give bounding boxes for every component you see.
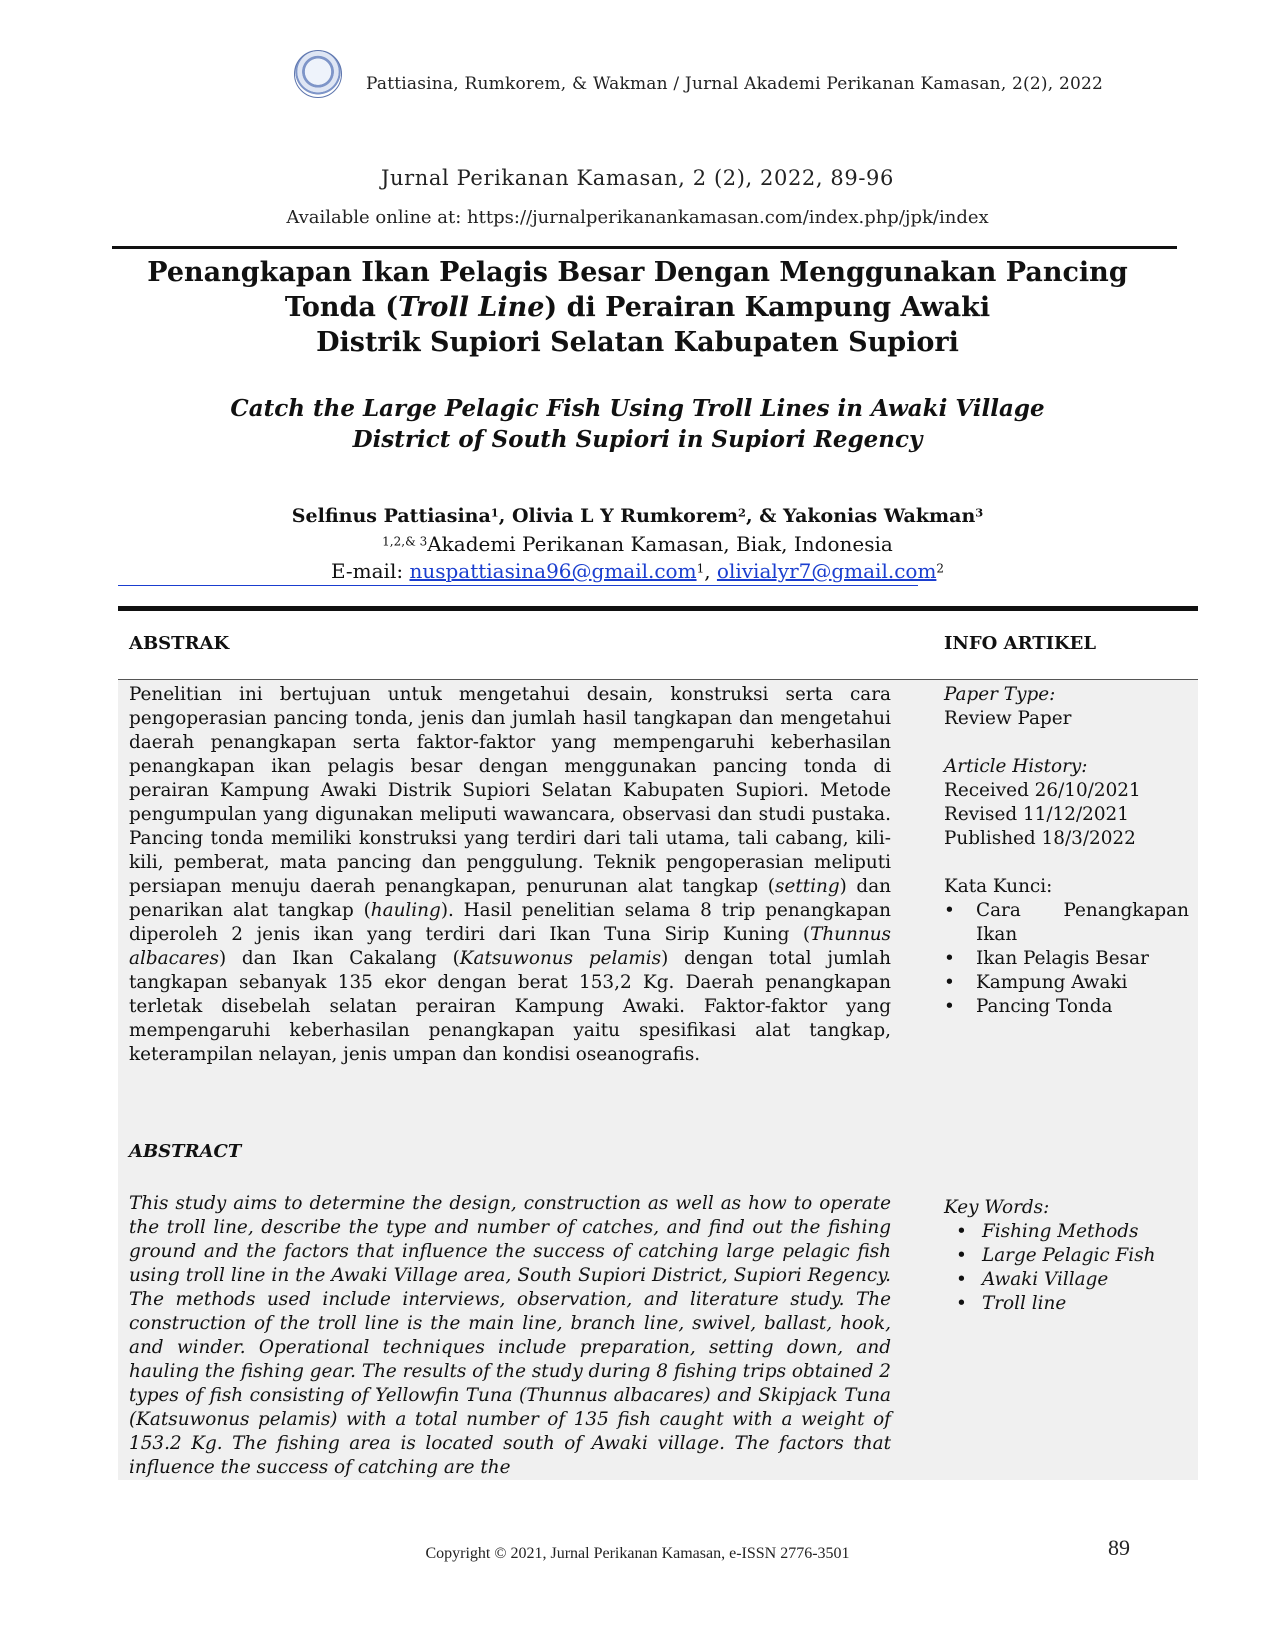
- email-link-2[interactable]: olivialyr7@gmail.com: [716, 559, 937, 583]
- info-panel-rule: [918, 679, 1198, 680]
- main-rule: [118, 606, 1198, 611]
- kata-kunci-label: Kata Kunci:: [944, 876, 1053, 897]
- author-3-sup: 3: [975, 505, 984, 520]
- list-item: • Large Pelagic Fish: [944, 1244, 1189, 1268]
- email-label: E-mail:: [330, 559, 410, 583]
- author-1-sup: 1: [490, 505, 499, 520]
- email-1-sup: 1: [696, 561, 705, 576]
- title-english: [100, 393, 1175, 455]
- key-words-label: Key Words:: [944, 1197, 1050, 1218]
- running-head: Pattiasina, Rumkorem, & Wakman / Jurnal Akademi Perikanan Kamasan, 2(2), 2022: [366, 74, 1104, 94]
- journal-logo: [294, 50, 342, 98]
- article-info: [944, 683, 1189, 1019]
- spacer: [944, 731, 1189, 755]
- abstract-panel-rule: [118, 679, 918, 680]
- email-separator: ,: [704, 559, 717, 583]
- affiliation-text: Akademi Perikanan Kamasan, Biak, Indonesia: [427, 532, 893, 556]
- list-item: • Awaki Village: [944, 1268, 1189, 1292]
- email-2-sup: 2: [936, 561, 945, 576]
- list-item: • Fishing Methods: [944, 1220, 1189, 1244]
- abstrak-text: [129, 683, 891, 1067]
- author-1: Selfinus Pattiasina: [291, 505, 491, 527]
- key-words: [944, 1196, 1189, 1316]
- journal-citation: Jurnal Perikanan Kamasan, 2 (2), 2022, 89-96: [381, 166, 894, 190]
- kata-kunci-list: [944, 899, 1189, 1019]
- spacer: [944, 851, 1189, 875]
- author-2-sup: 2: [738, 505, 746, 520]
- published-date: Published 18/3/2022: [944, 828, 1136, 849]
- list-item: • Kampung Awaki: [944, 971, 1189, 995]
- info-artikel-heading: INFO ARTIKEL: [944, 633, 1097, 654]
- list-item: • Ikan Pelagis Besar: [944, 947, 1189, 971]
- revised-date: Revised 11/12/2021: [944, 804, 1129, 825]
- abstrak-text-d: ) dan Ikan Cakalang (: [218, 948, 460, 969]
- title-indonesian: [100, 255, 1175, 360]
- abstrak-term-setting: setting: [775, 876, 840, 897]
- abstrak-text-c: ). Hasil penelitian selama 8 trip penangkapan diperoleh 2 jenis ikan yang terdiri dari Ikan Tuna Sirip Kuning (: [129, 900, 892, 945]
- key-words-list: [944, 1220, 1189, 1316]
- email-row: [0, 559, 1275, 583]
- copyright-footer: Copyright © 2021, Jurnal Perikanan Kamasan, e-ISSN 2776-3501: [425, 1545, 850, 1562]
- abstrak-term-katsuwonus: Katsuwonus pelamis: [459, 948, 662, 969]
- title-id-line2-pre: Tonda (: [284, 292, 399, 323]
- title-id-line2-post: ) di Perairan Kampung Awaki: [544, 292, 991, 323]
- author-list: [0, 505, 1275, 527]
- author-3: , & Yakonias Wakman: [745, 505, 976, 527]
- received-date: Received 26/10/2021: [944, 780, 1141, 801]
- email-link-1[interactable]: nuspattiasina96@gmail.com: [409, 559, 697, 583]
- list-item: • Cara Penangkapan Ikan: [944, 899, 1189, 947]
- abstrak-term-hauling: hauling: [370, 900, 441, 921]
- email-underline: [118, 585, 918, 586]
- abstrak-heading: ABSTRAK: [129, 633, 230, 654]
- affiliation-sup: 1,2,& 3: [382, 534, 428, 549]
- abstrak-text-e: ) dengan total jumlah tangkapan sebanyak 135 ekor dengan berat 153,2 Kg. Daerah penangkapan terletak disebelah selatan perairan Kampung Awaki. Faktor-faktor yang mempengaruhi keberhasilan penangkapan yaitu spesifikasi alat tangkap, keterampilan nelayan, jenis umpan dan kondisi oseanografis.: [129, 948, 891, 1065]
- abstract-heading: ABSTRACT: [129, 1141, 242, 1162]
- paper-type-label: Paper Type:: [944, 684, 1056, 705]
- title-id-line2: [100, 290, 1175, 325]
- author-2: , Olivia L Y Rumkorem: [498, 505, 739, 527]
- abstract-text: This study aims to determine the design, construction as well as how to operate the troll line, describe the type and number of catches, and find out the fishing ground and the factors that influence the success of catching large pelagic fish using troll line in the Awaki Village area, South Supiori District, Supiori Regency. The methods used include interviews, observation, and literature study. The construction of the troll line is the main line, branch line, swivel, ballast, hook, and winder. Operational techniques include preparation, setting down, and hauling the fishing gear. The results of the study during 8 fishing trips obtained 2 types of fish consisting of Yellowfin Tuna (Thunnus albacares) and Skipjack Tuna (Katsuwonus pelamis) with a total number of 135 fish caught with a weight of 153.2 Kg. The fishing area is located south of Awaki village. The factors that influence the success of catching are the: [129, 1193, 891, 1478]
- abstrak-text-b: ) dan penarikan alat tangkap (: [129, 876, 891, 921]
- available-online: Available online at: https://jurnalperikanankamasan.com/index.php/jpk/index: [286, 207, 989, 228]
- header-rule: [112, 246, 1177, 249]
- list-item: • Pancing Tonda: [944, 995, 1189, 1019]
- title-en-line2: District of South Supiori in Supiori Regency: [352, 426, 923, 453]
- abstrak-text-a: Penelitian ini bertujuan untuk mengetahui desain, konstruksi serta cara pengoperasian pancing tonda, jenis dan jumlah hasil tangkapan dan mengetahui daerah penangkapan serta faktor-faktor yang mempengaruhi keberhasilan penangkapan ikan pelagis besar dengan menggunakan pancing tonda di perairan Kampung Awaki Distrik Supiori Selatan Kabupaten Supiori. Metode pengumpulan yang digunakan meliputi wawancara, observasi dan studi pustaka. Pancing tonda memiliki konstruksi yang terdiri dari tali utama, tali cabang, kili-kili, pemberat, mata pancing dan penggulung. Teknik pengoperasian meliputi persiapan menuju daerah penangkapan, penurunan alat tangkap (: [129, 684, 891, 897]
- title-en-line1: Catch the Large Pelagic Fish Using Troll Lines in Awaki Village: [230, 395, 1045, 422]
- title-id-line1: Penangkapan Ikan Pelagis Besar Dengan Menggunakan Pancing: [147, 257, 1128, 288]
- title-id-line3: Distrik Supiori Selatan Kabupaten Supiori: [316, 327, 959, 358]
- title-id-line2-italic: Troll Line: [398, 292, 545, 323]
- page-number: 89: [1108, 1535, 1130, 1560]
- affiliation: [0, 532, 1275, 556]
- list-item: • Troll line: [944, 1292, 1189, 1316]
- article-history-label: Article History:: [944, 756, 1088, 777]
- paper-type-value: Review Paper: [944, 708, 1072, 729]
- abstrak-term-thunnus: Thunnus albacares: [129, 924, 891, 969]
